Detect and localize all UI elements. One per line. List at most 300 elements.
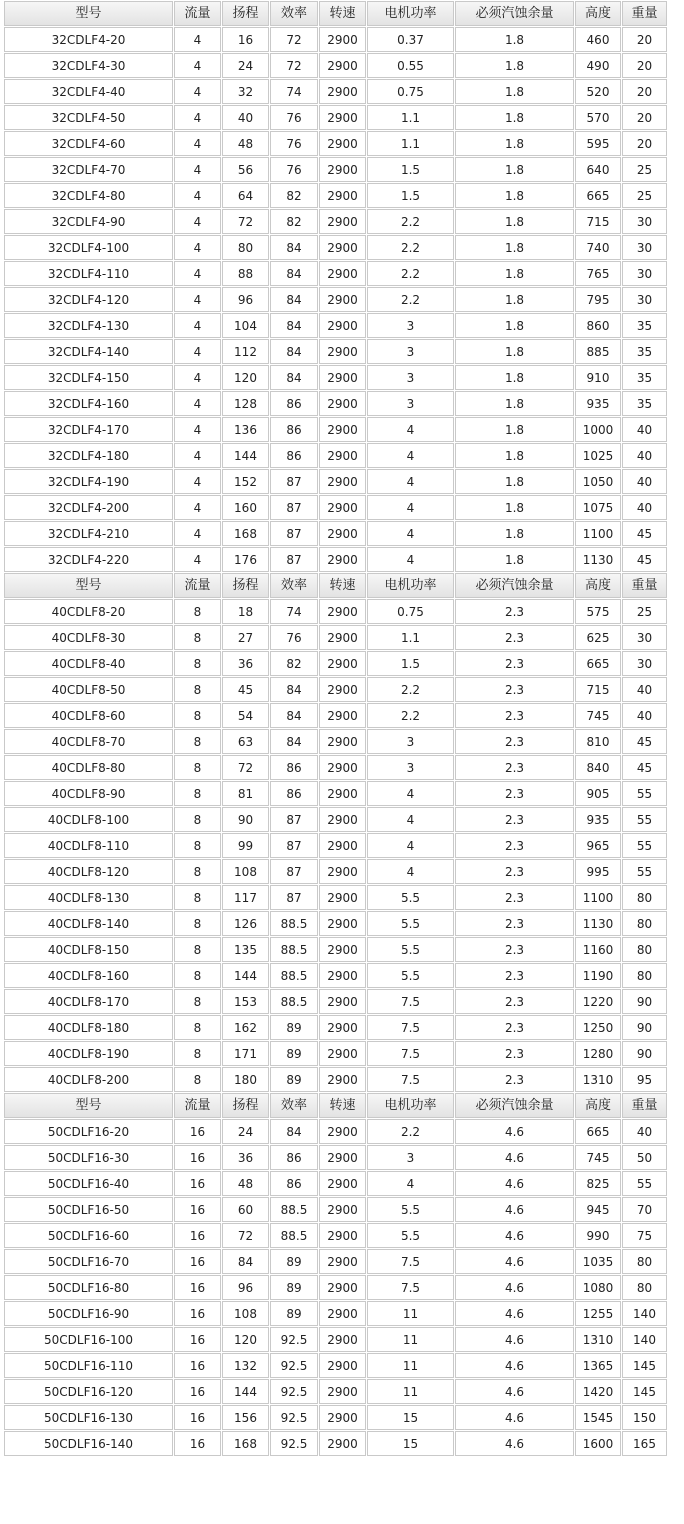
header-cell-efficiency: 效率 (270, 573, 318, 598)
header-cell-head: 扬程 (222, 573, 269, 598)
cell-height: 1100 (575, 521, 621, 546)
cell-head: 72 (222, 1223, 269, 1248)
cell-height: 1100 (575, 885, 621, 910)
cell-head: 45 (222, 677, 269, 702)
cell-npshr: 1.8 (455, 53, 574, 78)
cell-model: 50CDLF16-80 (4, 1275, 173, 1300)
cell-motor-power: 4 (367, 1171, 454, 1196)
cell-efficiency: 89 (270, 1015, 318, 1040)
cell-head: 126 (222, 911, 269, 936)
cell-motor-power: 3 (367, 313, 454, 338)
cell-model: 32CDLF4-180 (4, 443, 173, 468)
cell-head: 90 (222, 807, 269, 832)
cell-flow: 4 (174, 339, 221, 364)
cell-height: 490 (575, 53, 621, 78)
cell-flow: 16 (174, 1327, 221, 1352)
cell-height: 1310 (575, 1067, 621, 1092)
cell-efficiency: 86 (270, 417, 318, 442)
header-cell-model: 型号 (4, 1, 173, 26)
cell-flow: 4 (174, 313, 221, 338)
cell-efficiency: 86 (270, 781, 318, 806)
cell-head: 40 (222, 105, 269, 130)
cell-weight: 30 (622, 261, 667, 286)
cell-speed: 2900 (319, 599, 366, 624)
table-row (4, 495, 667, 520)
cell-head: 108 (222, 859, 269, 884)
table-row (4, 1145, 667, 1170)
cell-weight: 25 (622, 157, 667, 182)
cell-weight: 75 (622, 1223, 667, 1248)
cell-head: 36 (222, 1145, 269, 1170)
cell-motor-power: 7.5 (367, 1249, 454, 1274)
table-row (4, 469, 667, 494)
cell-speed: 2900 (319, 469, 366, 494)
cell-speed: 2900 (319, 521, 366, 546)
cell-speed: 2900 (319, 417, 366, 442)
table-row (4, 937, 667, 962)
cell-model: 40CDLF8-160 (4, 963, 173, 988)
cell-speed: 2900 (319, 157, 366, 182)
cell-head: 120 (222, 365, 269, 390)
cell-speed: 2900 (319, 443, 366, 468)
cell-weight: 145 (622, 1353, 667, 1378)
cell-npshr: 4.6 (455, 1353, 574, 1378)
cell-efficiency: 76 (270, 157, 318, 182)
cell-head: 112 (222, 339, 269, 364)
cell-npshr: 4.6 (455, 1249, 574, 1274)
table-row (4, 1041, 667, 1066)
cell-flow: 16 (174, 1249, 221, 1274)
cell-flow: 4 (174, 495, 221, 520)
table-row (4, 547, 667, 572)
cell-npshr: 4.6 (455, 1145, 574, 1170)
cell-weight: 25 (622, 183, 667, 208)
cell-flow: 8 (174, 1041, 221, 1066)
cell-flow: 8 (174, 885, 221, 910)
cell-npshr: 1.8 (455, 391, 574, 416)
cell-head: 60 (222, 1197, 269, 1222)
cell-speed: 2900 (319, 911, 366, 936)
cell-npshr: 1.8 (455, 235, 574, 260)
cell-height: 840 (575, 755, 621, 780)
cell-efficiency: 92.5 (270, 1379, 318, 1404)
cell-model: 32CDLF4-160 (4, 391, 173, 416)
table-row (4, 911, 667, 936)
cell-weight: 80 (622, 911, 667, 936)
cell-height: 1250 (575, 1015, 621, 1040)
cell-head: 108 (222, 1301, 269, 1326)
table-row (4, 859, 667, 884)
header-row (4, 573, 667, 598)
cell-flow: 8 (174, 833, 221, 858)
cell-model: 50CDLF16-30 (4, 1145, 173, 1170)
cell-model: 32CDLF4-40 (4, 79, 173, 104)
cell-efficiency: 86 (270, 1145, 318, 1170)
cell-motor-power: 7.5 (367, 1015, 454, 1040)
cell-npshr: 4.6 (455, 1379, 574, 1404)
header-cell-speed: 转速 (319, 573, 366, 598)
cell-model: 40CDLF8-200 (4, 1067, 173, 1092)
cell-flow: 4 (174, 261, 221, 286)
cell-npshr: 2.3 (455, 833, 574, 858)
cell-motor-power: 5.5 (367, 911, 454, 936)
table-row (4, 963, 667, 988)
header-cell-weight: 重量 (622, 1, 667, 26)
cell-model: 40CDLF8-90 (4, 781, 173, 806)
cell-speed: 2900 (319, 1249, 366, 1274)
cell-motor-power: 2.2 (367, 235, 454, 260)
cell-flow: 8 (174, 703, 221, 728)
cell-efficiency: 87 (270, 521, 318, 546)
cell-efficiency: 76 (270, 625, 318, 650)
cell-height: 935 (575, 391, 621, 416)
cell-motor-power: 4 (367, 443, 454, 468)
table-row (4, 651, 667, 676)
cell-model: 40CDLF8-100 (4, 807, 173, 832)
table-row (4, 365, 667, 390)
cell-npshr: 1.8 (455, 131, 574, 156)
cell-motor-power: 11 (367, 1379, 454, 1404)
cell-weight: 20 (622, 105, 667, 130)
cell-weight: 165 (622, 1431, 667, 1456)
cell-efficiency: 87 (270, 833, 318, 858)
cell-flow: 16 (174, 1379, 221, 1404)
cell-npshr: 2.3 (455, 1041, 574, 1066)
cell-height: 1035 (575, 1249, 621, 1274)
cell-speed: 2900 (319, 1353, 366, 1378)
cell-npshr: 1.8 (455, 287, 574, 312)
cell-head: 152 (222, 469, 269, 494)
table-row (4, 729, 667, 754)
cell-head: 144 (222, 963, 269, 988)
cell-motor-power: 7.5 (367, 1067, 454, 1092)
table-row (4, 1249, 667, 1274)
cell-speed: 2900 (319, 1431, 366, 1456)
cell-motor-power: 0.55 (367, 53, 454, 78)
cell-speed: 2900 (319, 235, 366, 260)
cell-model: 50CDLF16-110 (4, 1353, 173, 1378)
header-cell-head: 扬程 (222, 1, 269, 26)
cell-height: 1545 (575, 1405, 621, 1430)
cell-flow: 8 (174, 755, 221, 780)
cell-motor-power: 4 (367, 781, 454, 806)
cell-efficiency: 88.5 (270, 1197, 318, 1222)
cell-height: 965 (575, 833, 621, 858)
cell-motor-power: 3 (367, 391, 454, 416)
cell-weight: 20 (622, 131, 667, 156)
table-row (4, 53, 667, 78)
cell-weight: 40 (622, 443, 667, 468)
cell-head: 135 (222, 937, 269, 962)
cell-motor-power: 4 (367, 859, 454, 884)
cell-npshr: 4.6 (455, 1119, 574, 1144)
table-row (4, 417, 667, 442)
cell-model: 32CDLF4-210 (4, 521, 173, 546)
cell-efficiency: 87 (270, 807, 318, 832)
cell-speed: 2900 (319, 313, 366, 338)
cell-efficiency: 86 (270, 443, 318, 468)
cell-motor-power: 4 (367, 547, 454, 572)
cell-motor-power: 5.5 (367, 937, 454, 962)
header-cell-model: 型号 (4, 573, 173, 598)
cell-efficiency: 92.5 (270, 1431, 318, 1456)
cell-motor-power: 5.5 (367, 963, 454, 988)
cell-flow: 4 (174, 521, 221, 546)
cell-model: 32CDLF4-80 (4, 183, 173, 208)
cell-weight: 45 (622, 521, 667, 546)
table-row (4, 443, 667, 468)
table-row (4, 287, 667, 312)
cell-efficiency: 84 (270, 729, 318, 754)
cell-weight: 40 (622, 703, 667, 728)
cell-motor-power: 11 (367, 1327, 454, 1352)
cell-head: 72 (222, 755, 269, 780)
cell-weight: 35 (622, 391, 667, 416)
cell-height: 595 (575, 131, 621, 156)
cell-weight: 30 (622, 235, 667, 260)
cell-height: 795 (575, 287, 621, 312)
cell-model: 40CDLF8-120 (4, 859, 173, 884)
cell-model: 50CDLF16-140 (4, 1431, 173, 1456)
cell-efficiency: 82 (270, 183, 318, 208)
cell-height: 1190 (575, 963, 621, 988)
cell-head: 144 (222, 1379, 269, 1404)
cell-flow: 16 (174, 1353, 221, 1378)
cell-head: 54 (222, 703, 269, 728)
cell-model: 32CDLF4-150 (4, 365, 173, 390)
cell-head: 56 (222, 157, 269, 182)
cell-head: 84 (222, 1249, 269, 1274)
cell-efficiency: 89 (270, 1041, 318, 1066)
header-cell-height: 高度 (575, 1093, 621, 1118)
table-row (4, 1171, 667, 1196)
cell-efficiency: 88.5 (270, 989, 318, 1014)
cell-height: 1130 (575, 911, 621, 936)
cell-motor-power: 2.2 (367, 209, 454, 234)
cell-weight: 70 (622, 1197, 667, 1222)
cell-height: 1310 (575, 1327, 621, 1352)
table-row (4, 79, 667, 104)
cell-npshr: 1.8 (455, 157, 574, 182)
cell-model: 40CDLF8-80 (4, 755, 173, 780)
cell-head: 156 (222, 1405, 269, 1430)
cell-efficiency: 89 (270, 1067, 318, 1092)
cell-head: 132 (222, 1353, 269, 1378)
table-row (4, 1275, 667, 1300)
cell-weight: 20 (622, 53, 667, 78)
header-cell-weight: 重量 (622, 1093, 667, 1118)
header-cell-efficiency: 效率 (270, 1093, 318, 1118)
cell-model: 32CDLF4-120 (4, 287, 173, 312)
cell-speed: 2900 (319, 339, 366, 364)
header-cell-npshr: 必须汽蚀余量 (455, 573, 574, 598)
cell-npshr: 4.6 (455, 1405, 574, 1430)
cell-height: 665 (575, 183, 621, 208)
cell-model: 40CDLF8-190 (4, 1041, 173, 1066)
cell-weight: 90 (622, 989, 667, 1014)
cell-motor-power: 0.75 (367, 599, 454, 624)
table-row (4, 1353, 667, 1378)
table-row (4, 157, 667, 182)
cell-npshr: 2.3 (455, 625, 574, 650)
cell-model: 50CDLF16-100 (4, 1327, 173, 1352)
cell-weight: 80 (622, 937, 667, 962)
cell-weight: 40 (622, 495, 667, 520)
cell-weight: 20 (622, 79, 667, 104)
cell-height: 1080 (575, 1275, 621, 1300)
cell-flow: 4 (174, 469, 221, 494)
cell-weight: 35 (622, 365, 667, 390)
cell-flow: 4 (174, 443, 221, 468)
cell-efficiency: 88.5 (270, 937, 318, 962)
cell-height: 460 (575, 27, 621, 52)
table-row (4, 833, 667, 858)
cell-height: 990 (575, 1223, 621, 1248)
cell-height: 995 (575, 859, 621, 884)
cell-flow: 4 (174, 131, 221, 156)
cell-efficiency: 88.5 (270, 963, 318, 988)
cell-flow: 16 (174, 1431, 221, 1456)
table-row (4, 1431, 667, 1456)
cell-weight: 35 (622, 339, 667, 364)
cell-npshr: 1.8 (455, 521, 574, 546)
cell-efficiency: 87 (270, 885, 318, 910)
cell-weight: 55 (622, 781, 667, 806)
cell-efficiency: 87 (270, 547, 318, 572)
table-row (4, 27, 667, 52)
cell-model: 50CDLF16-40 (4, 1171, 173, 1196)
cell-motor-power: 3 (367, 729, 454, 754)
cell-height: 745 (575, 1145, 621, 1170)
cell-flow: 4 (174, 105, 221, 130)
cell-npshr: 1.8 (455, 365, 574, 390)
cell-npshr: 1.8 (455, 27, 574, 52)
cell-model: 50CDLF16-70 (4, 1249, 173, 1274)
cell-motor-power: 4 (367, 469, 454, 494)
cell-npshr: 4.6 (455, 1197, 574, 1222)
cell-efficiency: 74 (270, 599, 318, 624)
cell-height: 1130 (575, 547, 621, 572)
cell-height: 810 (575, 729, 621, 754)
cell-flow: 4 (174, 417, 221, 442)
cell-model: 40CDLF8-70 (4, 729, 173, 754)
cell-height: 825 (575, 1171, 621, 1196)
cell-height: 640 (575, 157, 621, 182)
cell-efficiency: 84 (270, 703, 318, 728)
cell-model: 32CDLF4-100 (4, 235, 173, 260)
cell-height: 765 (575, 261, 621, 286)
cell-height: 945 (575, 1197, 621, 1222)
cell-speed: 2900 (319, 963, 366, 988)
cell-model: 32CDLF4-190 (4, 469, 173, 494)
cell-model: 40CDLF8-40 (4, 651, 173, 676)
cell-head: 64 (222, 183, 269, 208)
cell-head: 120 (222, 1327, 269, 1352)
header-cell-motor-power: 电机功率 (367, 573, 454, 598)
cell-model: 32CDLF4-30 (4, 53, 173, 78)
cell-efficiency: 84 (270, 677, 318, 702)
cell-weight: 55 (622, 1171, 667, 1196)
cell-npshr: 1.8 (455, 495, 574, 520)
cell-head: 153 (222, 989, 269, 1014)
cell-npshr: 2.3 (455, 859, 574, 884)
cell-height: 1160 (575, 937, 621, 962)
cell-efficiency: 86 (270, 391, 318, 416)
pump-spec-table (3, 0, 668, 1457)
cell-npshr: 2.3 (455, 703, 574, 728)
cell-flow: 4 (174, 365, 221, 390)
cell-height: 520 (575, 79, 621, 104)
cell-height: 715 (575, 677, 621, 702)
cell-speed: 2900 (319, 1015, 366, 1040)
cell-efficiency: 76 (270, 105, 318, 130)
cell-efficiency: 82 (270, 651, 318, 676)
cell-head: 180 (222, 1067, 269, 1092)
cell-flow: 16 (174, 1171, 221, 1196)
cell-speed: 2900 (319, 625, 366, 650)
table-row (4, 131, 667, 156)
header-cell-head: 扬程 (222, 1093, 269, 1118)
table-row (4, 183, 667, 208)
cell-flow: 16 (174, 1197, 221, 1222)
cell-model: 40CDLF8-50 (4, 677, 173, 702)
cell-npshr: 2.3 (455, 885, 574, 910)
header-cell-efficiency: 效率 (270, 1, 318, 26)
cell-height: 575 (575, 599, 621, 624)
cell-weight: 80 (622, 885, 667, 910)
cell-flow: 16 (174, 1145, 221, 1170)
cell-head: 24 (222, 53, 269, 78)
table-row (4, 807, 667, 832)
cell-efficiency: 92.5 (270, 1353, 318, 1378)
cell-efficiency: 82 (270, 209, 318, 234)
cell-weight: 45 (622, 547, 667, 572)
cell-speed: 2900 (319, 131, 366, 156)
table-row (4, 235, 667, 260)
cell-head: 160 (222, 495, 269, 520)
cell-model: 40CDLF8-130 (4, 885, 173, 910)
cell-height: 1050 (575, 469, 621, 494)
cell-flow: 8 (174, 1067, 221, 1092)
cell-speed: 2900 (319, 781, 366, 806)
cell-model: 40CDLF8-30 (4, 625, 173, 650)
cell-speed: 2900 (319, 79, 366, 104)
cell-model: 32CDLF4-200 (4, 495, 173, 520)
table-row (4, 703, 667, 728)
cell-flow: 8 (174, 625, 221, 650)
cell-model: 32CDLF4-110 (4, 261, 173, 286)
cell-speed: 2900 (319, 703, 366, 728)
cell-speed: 2900 (319, 105, 366, 130)
cell-efficiency: 89 (270, 1301, 318, 1326)
cell-efficiency: 86 (270, 1171, 318, 1196)
cell-npshr: 1.8 (455, 443, 574, 468)
table-row (4, 339, 667, 364)
table-row (4, 313, 667, 338)
cell-npshr: 4.6 (455, 1275, 574, 1300)
table-row (4, 1015, 667, 1040)
cell-motor-power: 2.2 (367, 1119, 454, 1144)
cell-motor-power: 3 (367, 755, 454, 780)
cell-efficiency: 74 (270, 79, 318, 104)
header-row (4, 1093, 667, 1118)
cell-speed: 2900 (319, 651, 366, 676)
cell-flow: 8 (174, 989, 221, 1014)
cell-motor-power: 4 (367, 417, 454, 442)
cell-weight: 40 (622, 417, 667, 442)
cell-npshr: 1.8 (455, 547, 574, 572)
table-row (4, 781, 667, 806)
